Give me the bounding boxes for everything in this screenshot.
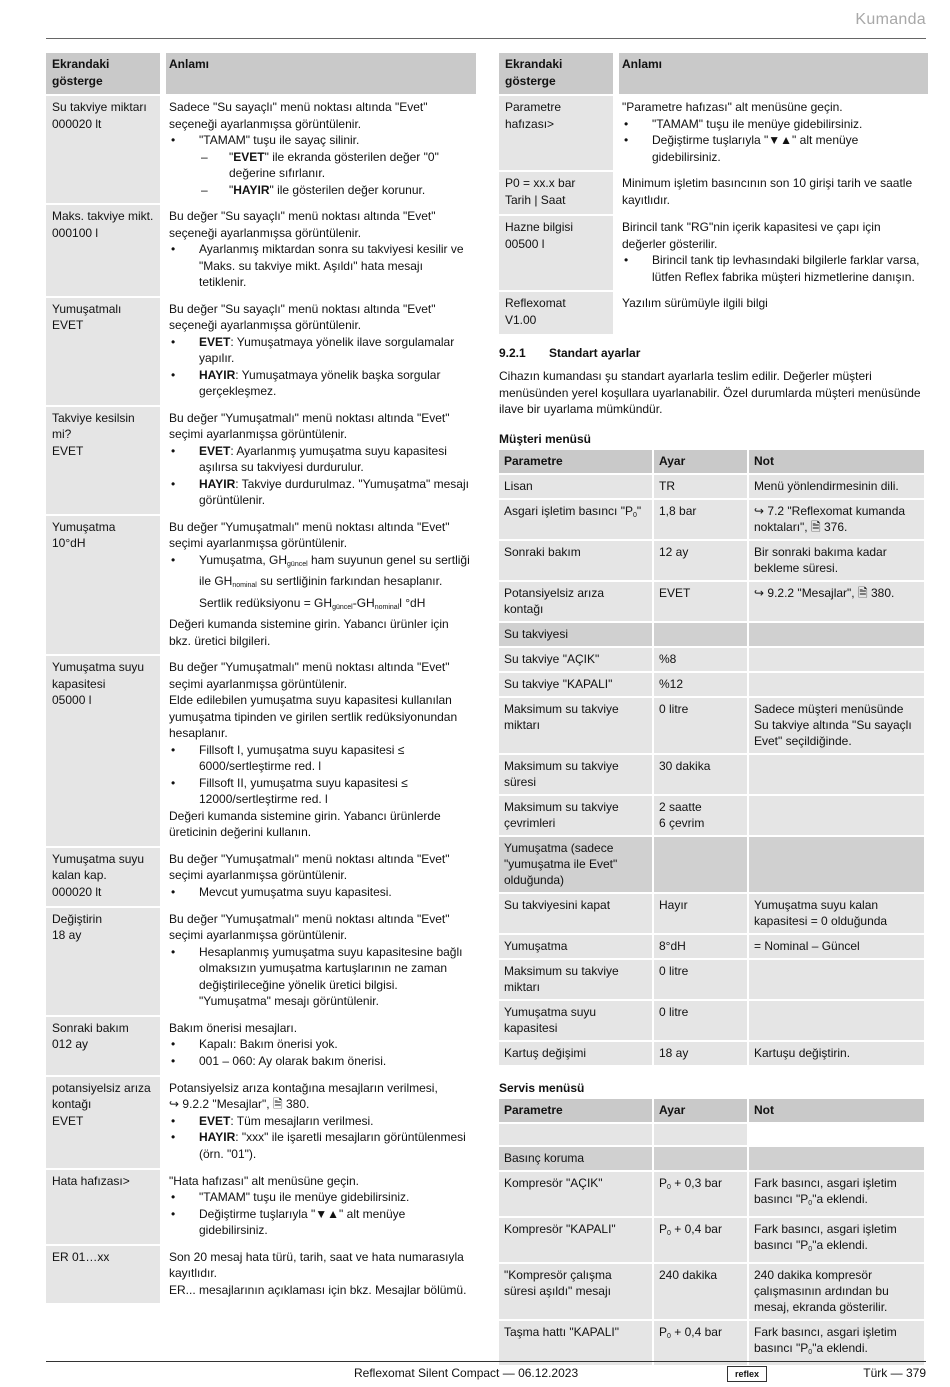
table-row: Maksimum su takviye süresi 30 dakika — [499, 755, 924, 794]
left-column — [46, 51, 476, 1305]
footer-rule — [46, 1361, 926, 1362]
table-row: Yumuşatma 8°dH = Nominal – Güncel — [499, 935, 924, 958]
header-meaning: Anlamı — [166, 53, 476, 94]
table-row: Su takviyesini kapat Hayır Yumuşatma suyu kalan kapasitesi = 0 olduğunda — [499, 894, 924, 933]
display-key: Hazne bilgisi — [505, 220, 574, 234]
table-row: Taşma hattı "KAPALI" $P_0 + 0,4$ bar Fark basıncı, asgari işletim basıncı "$P_0"a$ eklendi. — [499, 1321, 924, 1365]
display-key: Reflexomat — [505, 296, 566, 310]
table-row: Su takviye "AÇIK" %8 — [499, 648, 924, 671]
table-row: Yumuşatma 10°dH Bu değer "Yumuşatmalı" menü noktası altında "Evet" seçimi ayarlanmışsa görüntülenir. • Yumuşatma, $GH_{güncel}$ ham suyunun genel su sertliği ile $GH_{nominal}$ su sertliğinin farkından hesaplanır. Sertlik redüksiyonu = $GH_{güncel}-GH_{nominal}l$ °dH Değeri kumanda sistemine girin. Yabancı ürünler için bkz. üretici bilgileri. — [46, 516, 476, 655]
page-header-title: Kumanda — [855, 11, 926, 28]
reflex-logo: reflex — [727, 1366, 767, 1382]
table-row: Reflexomat V1.00 Yazılım sürümüyle ilgili bilgi — [499, 292, 928, 334]
display-key: Su takviye miktarı — [52, 100, 147, 114]
footer-page-number: Türk — 379 — [863, 1366, 926, 1380]
table-row: Hazne bilgisi 00500 l Birincil tank "RG"nin içerik kapasitesi ve çapı için değerler gösterilir. • Birincil tank tip levhasındaki bilgilerle farklar varsa, lütfen Reflex fabrika müşteri hizmetlerine danışın. — [499, 216, 928, 290]
display-key: Sonraki bakım — [52, 1020, 129, 1035]
display-key: Takviye kesilsin — [52, 410, 135, 425]
display-key: Hata hafızası> — [52, 1173, 130, 1188]
table-row: Su takviye miktarı 000020 lt Sadece "Su sayaçlı" menü noktası altında "Evet" seçeneği ayarlanmışsa görüntülenir. • "TAMAM" tuşu ile sayaç silinir. – "EVET" ile ekranda gösterilen değer "0" değerine sıfırlanır. – "HAYIR" ile gösterilen değer korunur. — [46, 96, 476, 203]
table-row: Hata hafızası> "Hata hafızası" alt menüsüne geçin. • "TAMAM" tuşu ile menüye gidebilirsiniz. • Değiştirme tuşlarıyla "▼▲" alt menüye gidebilirsiniz. — [46, 1170, 476, 1244]
table-row: ER 01…xx Son 20 mesaj hata türü, tarih, saat ve hata numarasıyla kayıtlıdır. ER... mesajlarının açıklaması için bkz. Mesajlar bölümü. — [46, 1246, 476, 1304]
section-intro: Cihazın kumandası şu standart ayarlarla teslim edilir. Değerler müşteri menüsünden yerel koşullara uyarlanabilir. Özel durumlarda müşteri menüsünde ilave bir uyarlama mümkündür. — [499, 369, 921, 416]
page-icon: 🗎 — [857, 585, 868, 600]
table-row — [499, 1124, 924, 1145]
display-key: ER 01…xx — [52, 1249, 110, 1264]
table-row: Maksimum su takviye çevrimleri 2 saatte 6 çevrim — [499, 796, 924, 835]
display-key: P0 = xx.x bar — [505, 176, 576, 190]
table-row: Maksimum su takviye miktarı 0 litre — [499, 960, 924, 999]
table-row: Maksimum su takviye miktarı 0 litre Sadece müşteri menüsünde Su takviye altında "Su sayaçlı Evet" seçildiğinde. — [499, 698, 924, 753]
table-row: Yumuşatma suyu kapasitesi 0 litre — [499, 1001, 924, 1040]
page-icon: 🗎 — [810, 519, 821, 534]
page-icon: 🗎 — [272, 1097, 283, 1111]
table-row: Lisan TR Menü yönlendirmesinin dili. — [499, 475, 924, 498]
table-row: Kompresör "AÇIK" $P_0 + 0,3$ bar Fark basıncı, asgari işletim basıncı "$P_0"a$ eklendi. — [499, 1172, 924, 1216]
cross-reference-icon: ↪ — [754, 585, 765, 600]
header-meaning: Anlamı — [619, 53, 928, 94]
table-group-row: Yumuşatma (sadece "yumuşatma ile Evet" olduğunda) — [499, 837, 924, 892]
header-display: Ekrandaki gösterge — [46, 53, 160, 94]
display-key: Yumuşatmalı — [52, 301, 122, 316]
service-menu-table: Parametre Ayar Not Basınç koruma Kompresör "AÇIK" $P_0 + 0,3$ bar Fark basıncı, asgari işletim basıncı "$P_0"a$ eklendi. Kompresör "KAPALI" $P_0 + 0,4$ bar Fark basıncı, asgari işletim basıncı "$P_0"a$ eklendi. "Kompresör çalışma süresi aşıldı" mesajı 240 dakika 240 dakika kompresör çalışmasının ardından bu mesaj, ekranda gösterilir. Taşma hattı "KAPALI" $P_0 + 0,4$ bar Fark basıncı, asgari işletim basıncı "$P_0"a$ eklendi. — [497, 1097, 926, 1367]
table-row: P0 = xx.x bar Tarih | Saat Minimum işletim basıncının son 10 girişi tarih ve saatle kayıtlıdır. — [499, 172, 928, 214]
table-row: "Kompresör çalışma süresi aşıldı" mesajı 240 dakika 240 dakika kompresör çalışmasının ardından bu mesaj, ekranda gösterilir. — [499, 1264, 924, 1319]
right-column — [499, 51, 928, 1367]
display-key: Yumuşatma suyu — [52, 660, 145, 674]
table-row: Yumuşatma suyu kapasitesi 05000 l Bu değer "Yumuşatmalı" menü noktası altında "Evet" seçimi ayarlanmışsa görüntülenir. Elde edilebilen yumuşatma suyu kapasitesi kullanılan yumuşatma tipinden ve girilen sertlik redüksiyonundan hesaplanır. • Fillsoft I, yumuşatma suyu kapasitesi ≤ 6000/sertleştirme red. l • Fillsoft II, yumuşatma suyu kapasitesi ≤ 12000/sertleştirme red. l Değeri kumanda sistemine girin. Yabancı ürünlerde üreticinin değerini kullanın. — [46, 656, 476, 846]
table-row: Yumuşatmalı EVET Bu değer "Su sayaçlı" menü noktası altında "Evet" seçeneği ayarlanmışsa görüntülenir. • EVET: Yumuşatmaya yönelik ilave sorgulamalar yapılır. • HAYIR: Yumuşatmaya yönelik başka sorgular gerçekleşmez. — [46, 298, 476, 405]
table-row: Değiştirin 18 ay Bu değer "Yumuşatmalı" menü noktası altında "Evet" seçimi ayarlanmışsa görüntülenir. • Hesaplanmış yumuşatma suyu kapasitesine bağlı olmaksızın yumuşatma kartuşlarının ne zaman değiştirileceğine yönelik üretici bilgisi. "Yumuşatma" mesajı görüntülenir. — [46, 908, 476, 1015]
customer-menu-table: Parametre Ayar Not Lisan TR Menü yönlendirmesinin dili. Asgari işletim basıncı "$P_0$" 1,8 bar ↪ 7.2 "Reflexomat kumanda noktaları", 🗎 376. Sonraki bakım 12 ay Bir sonraki bakıma kadar bekleme süresi. Potansiyelsiz arıza kontağı EVET ↪ 9.2.2 "Mesajlar", 🗎 380. Su takviyesi Su takviye "AÇIK" %8 Su takviye "KAPALI" %12 Maksimum su takviye miktarı 0 litre Sadece müşteri menüsünde Su takviye altında "Su sayaçlı Evet" seçildiğinde. Maksimum su takviye süresi 30 dakika Maksimum su takviye çevrimleri 2 saatte 6 çevrim Yumuşatma (sadece "yumuşatma ile Evet" olduğunda) Su takviyesini kapat Hayır Yumuşatma suyu kalan kapasitesi = 0 olduğunda Yumuşatma 8°dH = Nominal – Güncel Maksimum su takviye miktarı 0 litre Yumuşatma suyu kapasitesi 0 litre Kartuş değişimi 18 ay Kartuşu değiştirin. — [497, 448, 926, 1067]
table-row: Kartuş değişimi 18 ay Kartuşu değiştirin. — [499, 1042, 924, 1065]
table-row: Su takviye "KAPALI" %12 — [499, 673, 924, 696]
section-heading: 9.2.1 Standart ayarlar — [499, 346, 641, 360]
customer-menu-title: Müşteri menüsü — [499, 431, 592, 446]
cross-reference-icon: ↪ — [169, 1097, 180, 1111]
table-row: potansiyelsiz arıza kontağı EVET Potansiyelsiz arıza kontağına mesajların verilmesi, ↪ 9.2.2 "Mesajlar", 🗎 380. • EVET: Tüm mesajların verilmesi. • HAYIR: "xxx" ile işaretli mesajların görüntülenmesi (örn. "01"). — [46, 1077, 476, 1168]
table-row: Potansiyelsiz arıza kontağı EVET ↪ 9.2.2 "Mesajlar", 🗎 380. — [499, 582, 924, 621]
display-key: potansiyelsiz arıza — [52, 1080, 151, 1095]
cross-reference-link[interactable]: 9.2.2 "Mesajlar", — [767, 585, 855, 600]
table-row: Asgari işletim basıncı "$P_0$" 1,8 bar ↪ 7.2 "Reflexomat kumanda noktaları", 🗎 376. — [499, 500, 924, 539]
table-row: Sonraki bakım 12 ay Bir sonraki bakıma kadar bekleme süresi. — [499, 541, 924, 580]
display-key: Değiştirin — [52, 911, 103, 926]
table-row: Kompresör "KAPALI" $P_0 + 0,4$ bar Fark basıncı, asgari işletim basıncı "$P_0"a$ eklendi. — [499, 1218, 924, 1262]
footer-document-title: Reflexomat Silent Compact — 06.12.2023 — [354, 1366, 579, 1380]
cross-reference-link[interactable]: 9.2.2 "Mesajlar", — [182, 1097, 270, 1111]
display-key: Yumuşatma suyu — [52, 851, 145, 866]
table-group-row: Su takviyesi — [499, 623, 924, 646]
table-row: Maks. takviye mikt. 000100 l Bu değer "Su sayaçlı" menü noktası altında "Evet" seçeneği ayarlanmışsa görüntülenir. • Ayarlanmış miktardan sonra su takviyesi kesilir ve "Maks. su takviye mikt. Aşıldı" hata mesajı tetiklenir. — [46, 205, 476, 296]
cross-reference-link[interactable]: 7.2 "Reflexomat kumanda noktaları", — [754, 503, 906, 534]
cross-reference-icon: ↪ — [754, 503, 765, 518]
table-row: Parametre hafızası> "Parametre hafızası" alt menüsüne geçin. • "TAMAM" tuşu ile menüye gidebilirsiniz. • Değiştirme tuşlarıyla "▼▲" alt menüye gidebilirsiniz. — [499, 96, 928, 170]
display-meaning-table-left — [46, 51, 476, 1305]
header-display: Ekrandaki gösterge — [499, 53, 613, 94]
header-rule — [46, 38, 926, 39]
table-row: Sonraki bakım 012 ay Bakım önerisi mesajları. • Kapalı: Bakım önerisi yok. • 001 – 060: Ay olarak bakım önerisi. — [46, 1017, 476, 1075]
display-key: Yumuşatma — [52, 519, 116, 534]
service-menu-title: Servis menüsü — [499, 1080, 585, 1095]
table-group-row: Basınç koruma — [499, 1147, 924, 1170]
table-row: Yumuşatma suyu kalan kap. 000020 lt Bu değer "Yumuşatmalı" menü noktası altında "Evet" seçimi ayarlanmışsa görüntülenir. • Mevcut yumuşatma suyu kapasitesi. — [46, 848, 476, 906]
table-row: Takviye kesilsin mi? EVET Bu değer "Yumuşatmalı" menü noktası altında "Evet" seçimi ayarlanmışsa görüntülenir. • EVET: Ayarlanmış yumuşatma suyu kapasitesi aşılırsa su takviyesi durdurulur. • HAYIR: Takviye durdurulmaz. "Yumuşatma" mesajı görüntülenir. — [46, 407, 476, 514]
display-meaning-table-right — [499, 51, 928, 336]
display-key: Maks. takviye mikt. — [52, 209, 154, 223]
display-key: Parametre — [505, 100, 562, 114]
